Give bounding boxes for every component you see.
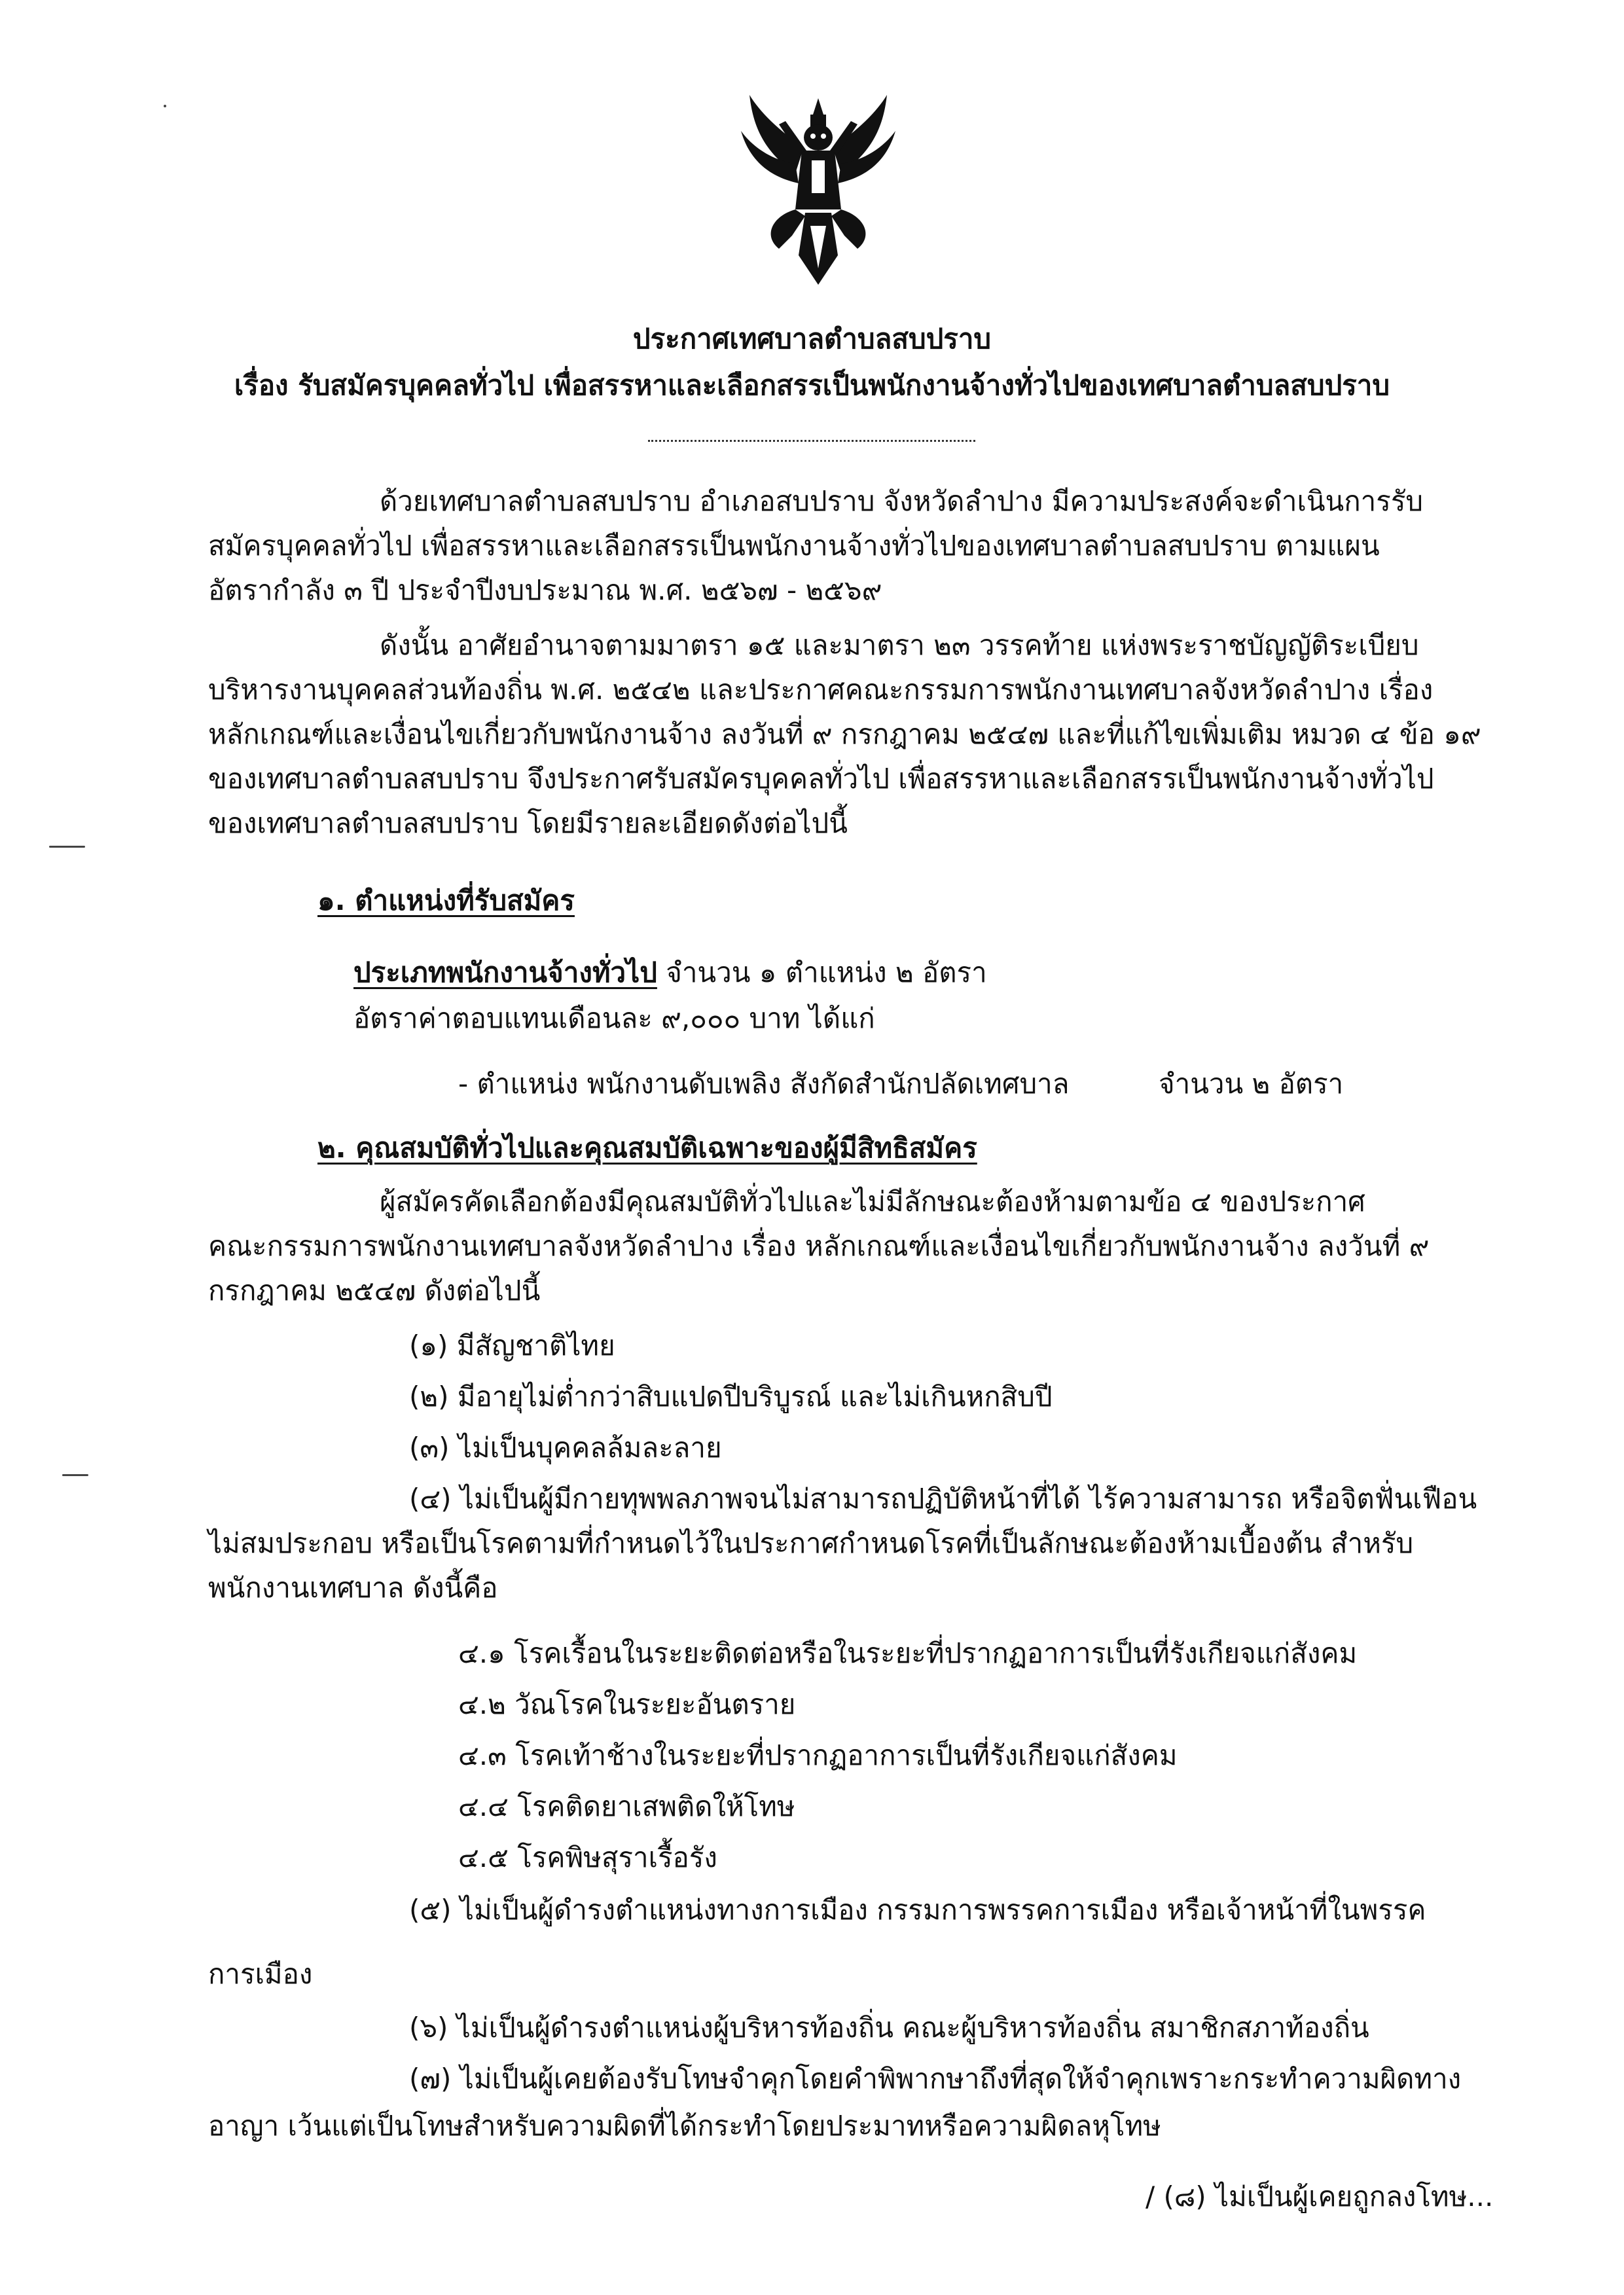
section1-heading: ๑. ตำแหน่งที่รับสมัคร [317,884,575,916]
qualification-4-line3: พนักงานเทศบาล ดังนี้คือ [208,1572,498,1604]
qualification-3: (๓) ไม่เป็นบุคคลล้มละลาย [409,1432,722,1464]
intro-p2-line3: หลักเกณฑ์และเงื่อนไขเกี่ยวกับพนักงานจ้าง ลงวันที่ ๙ กรกฎาคม ๒๕๔๗ และที่แก้ไขเพิ่มเติม หมวด ๔ ข้อ ๑๙ [208,718,1481,750]
intro-p2-line1: ดังนั้น อาศัยอำนาจตามมาตรา ๑๕ และมาตรา ๒๓ วรรคท้าย แห่งพระราชบัญญัติระเบียบ [380,629,1419,661]
header-divider [648,440,975,442]
section2-intro-line2: คณะกรรมการพนักงานเทศบาลจังหวัดลำปาง เรื่อง หลักเกณฑ์และเงื่อนไขเกี่ยวกับพนักงานจ้าง ลงวันที่ ๙ [208,1230,1430,1262]
disease-item: ๔.๔ โรคติดยาเสพติดให้โทษ [458,1790,795,1822]
qualification-4-line1: (๔) ไม่เป็นผู้มีกายทุพพลภาพจนไม่สามารถปฏิบัติหน้าที่ได้ ไร้ความสามารถ หรือจิตฟั่นเฟือน [409,1483,1477,1515]
qualification-7-line2: อาญา เว้นแต่เป็นโทษสำหรับความผิดที่ได้กระทำโดยประมาทหรือความผิดลหุโทษ [208,2110,1161,2142]
disease-item: ๔.๓ โรคเท้าช้างในระยะที่ปรากฏอาการเป็นที่รังเกียจแก่สังคม [458,1739,1178,1771]
disease-item: ๔.๒ วัณโรคในระยะอันตราย [458,1688,796,1720]
disease-item: ๔.๑ โรคเรื้อนในระยะติดต่อหรือในระยะที่ปรากฏอาการเป็นที่รังเกียจแก่สังคม [458,1637,1358,1669]
qualification-2: (๒) มีอายุไม่ต่ำกว่าสิบแปดปีบริบูรณ์ และไม่เกินหกสิบปี [409,1381,1053,1413]
intro-p2-line4: ของเทศบาลตำบลสบปราบ จึงประกาศรับสมัครบุคคลทั่วไป เพื่อสรรหาและเลือกสรรเป็นพนักงานจ้างทั่วไป [208,763,1434,795]
qualification-4-line2: ไม่สมประกอบ หรือเป็นโรคตามที่กำหนดไว้ในประกาศกำหนดโรคที่เป็นลักษณะต้องห้ามเบื้องต้น สำหรับ [208,1527,1414,1559]
continued-note: / (๘) ไม่เป็นผู้เคยถูกลงโทษ... [1146,2180,1494,2213]
section2-intro-line3: กรกฎาคม ๒๕๔๗ ดังต่อไปนี้ [208,1274,541,1307]
section1-type-rest: จำนวน ๑ ตำแหน่ง ๒ อัตรา [657,956,987,988]
section1-type [353,956,987,990]
intro-p2-line2: บริหารงานบุคคลส่วนท้องถิ่น พ.ศ. ๒๕๔๒ และประกาศคณะกรรมการพนักงานเทศบาลจังหวัดลำปาง เรื่อง [208,674,1434,706]
qualification-1: (๑) มีสัญชาติไทย [409,1329,615,1362]
section1-type-label: ประเภทพนักงานจ้างทั่วไป [353,956,657,988]
intro-p2-line5: ของเทศบาลตำบลสบปราบ โดยมีรายละเอียดดังต่อไปนี้ [208,807,848,839]
scan-mark [49,846,85,848]
section1-position-count: จำนวน ๒ อัตรา [1159,1068,1344,1100]
intro-p1-line1: ด้วยเทศบาลตำบลสบปราบ อำเภอสบปราบ จังหวัดลำปาง มีความประสงค์จะดำเนินการรับ [380,485,1424,517]
disease-item: ๔.๕ โรคพิษสุราเรื้อรัง [458,1841,717,1873]
qualification-5-line1: (๕) ไม่เป็นผู้ดำรงตำแหน่งทางการเมือง กรรมการพรรคการเมือง หรือเจ้าหน้าที่ในพรรค [409,1894,1426,1926]
document-title: ประกาศเทศบาลตำบลสบปราบ [632,323,992,355]
intro-p1-line3: อัตรากำลัง ๓ ปี ประจำปีงบประมาณ พ.ศ. ๒๕๖๗ - ๒๕๖๙ [208,574,882,606]
scan-mark [62,1474,88,1476]
document-subject: เรื่อง รับสมัครบุคคลทั่วไป เพื่อสรรหาและเลือกสรรเป็นพนักงานจ้างทั่วไปของเทศบาลตำบลสบปราบ [234,369,1390,401]
section1-position: - ตำแหน่ง พนักงานดับเพลิง สังกัดสำนักปลัดเทศบาล [458,1068,1070,1100]
qualification-6: (๖) ไม่เป็นผู้ดำรงตำแหน่งผู้บริหารท้องถิ่น คณะผู้บริหารท้องถิ่น สมาชิกสภาท้องถิ่น [409,2012,1369,2044]
intro-p1-line2: สมัครบุคคลทั่วไป เพื่อสรรหาและเลือกสรรเป็นพนักงานจ้างทั่วไปของเทศบาลตำบลสบปราบ ตามแผน [208,530,1380,562]
garuda-emblem-icon [733,85,903,295]
qualification-7-line1: (๗) ไม่เป็นผู้เคยต้องรับโทษจำคุกโดยคำพิพากษาถึงที่สุดให้จำคุกเพราะกระทำความผิดทาง [409,2063,1462,2095]
scan-mark [164,105,166,107]
section2-intro-line1: ผู้สมัครคัดเลือกต้องมีคุณสมบัติทั่วไปและไม่มีลักษณะต้องห้ามตามข้อ ๔ ของประกาศ [380,1185,1365,1218]
section1-pay: อัตราค่าตอบแทนเดือนละ ๙,๐๐๐ บาท ได้แก่ [353,1002,875,1034]
section2-heading: ๒. คุณสมบัติทั่วไปและคุณสมบัติเฉพาะของผู้มีสิทธิสมัคร [317,1132,977,1164]
qualification-5-line2: การเมือง [208,1958,313,1990]
